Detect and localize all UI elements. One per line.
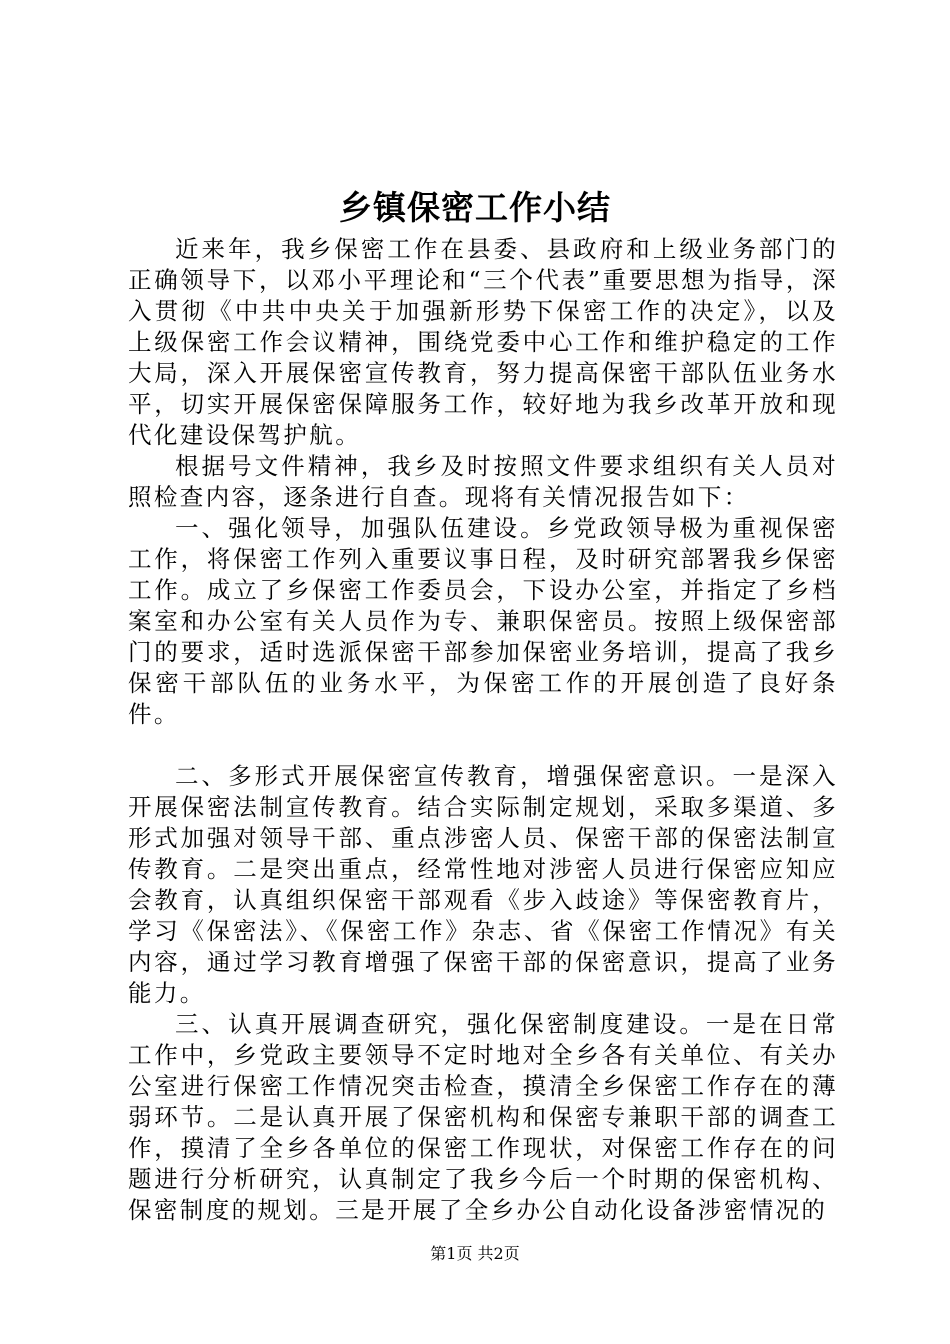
paragraph-intro: 近来年，我乡保密工作在县委、县政府和上级业务部门的正确领导下，以邓小平理论和“三个代表”重要思想为指导，深入贯彻《中共中央关于加强新形势下保密工作的决定》，以及上级保密工作会议精神，围绕党委中心工作和维护稳定的工作大局，深入开展保密宣传教育，努力提高保密干部队伍业务水平，切实开展保密保障服务工作，较好地为我乡改革开放和现代化建设保驾护航。: [128, 235, 838, 449]
document-body: [128, 234, 838, 1226]
paragraph-section-1: 一、强化领导，加强队伍建设。乡党政领导极为重视保密工作，将保密工作列入重要议事日程，及时研究部署我乡保密工作。成立了乡保密工作委员会，下设办公室，并指定了乡档案室和办公室有关人员作为专、兼职保密员。按照上级保密部门的要求，适时选派保密干部参加保密业务培训，提高了我乡保密干部队伍的业务水平，为保密工作的开展创造了良好条件。: [128, 514, 838, 728]
page-footer: 第1页 共2页: [430, 1244, 520, 1263]
document-title: 乡镇保密工作小结: [339, 188, 611, 227]
paragraph-section-3: 三、认真开展调查研究，强化保密制度建设。一是在日常工作中，乡党政主要领导不定时地对全乡各有关单位、有关办公室进行保密工作情况突击检查，摸清全乡保密工作存在的薄弱环节。二是认真开展了保密机构和保密专兼职干部的调查工作，摸清了全乡各单位的保密工作现状，对保密工作存在的问题进行分析研究，认真制定了我乡今后一个时期的保密机构、保密制度的规划。三是开展了全乡办公自动化设备涉密情况的: [128, 1010, 838, 1224]
paragraph-self-check: 根据号文件精神，我乡及时按照文件要求组织有关人员对照检查内容，逐条进行自查。现将有关情况报告如下：: [128, 452, 838, 511]
paragraph-section-2: 二、多形式开展保密宣传教育，增强保密意识。一是深入开展保密法制宣传教育。结合实际制定规划，采取多渠道、多形式加强对领导干部、重点涉密人员、保密干部的保密法制宣传教育。二是突出重点，经常性地对涉密人员进行保密应知应会教育，认真组织保密干部观看《步入歧途》等保密教育片，学习《保密法》、《保密工作》杂志、省《保密工作情况》有关内容，通过学习教育增强了保密干部的保密意识，提高了业务能力。: [128, 762, 838, 1007]
